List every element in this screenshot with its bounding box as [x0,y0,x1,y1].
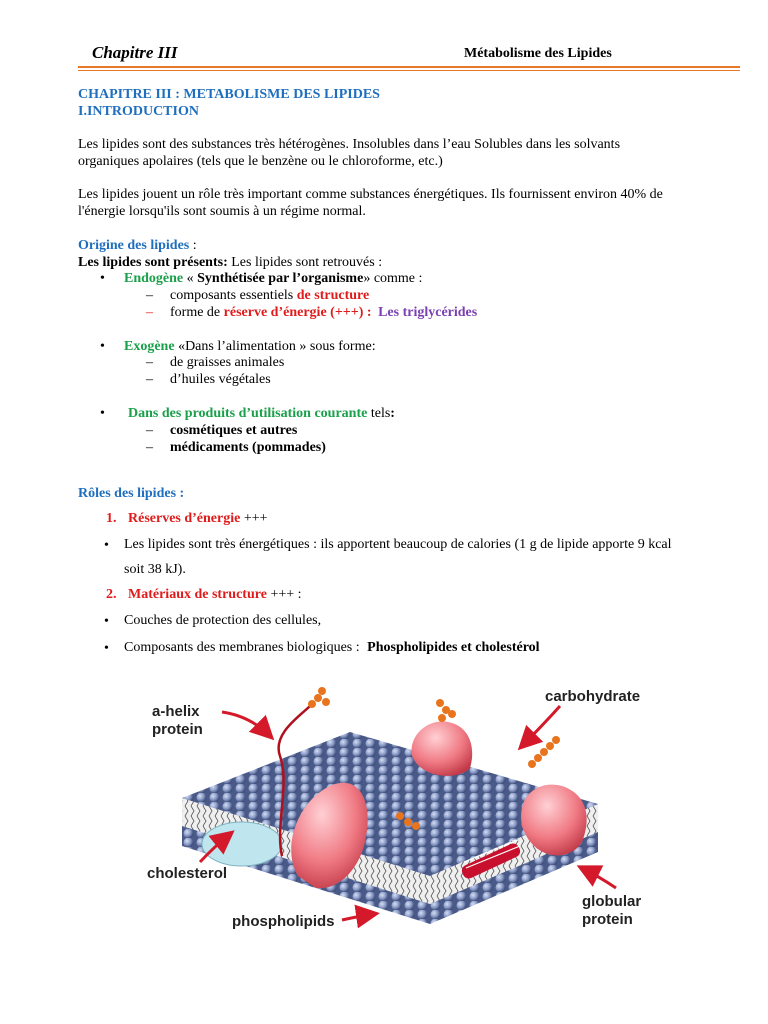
arrow-globular-protein [582,868,616,888]
endogene-item-2-red: réserve d’énergie (+++) : [223,305,376,320]
exogene-rest-2: » sous forme: [295,339,376,354]
label-protein-2: protein [582,911,633,928]
cholesterol-region [202,822,282,866]
origine-heading-text: Origine des lipides [78,238,190,253]
role-2-bullet-1: Couches de protection des cellules, [124,613,322,628]
role-1-bullet-line-2: soit 38 kJ). [124,562,186,577]
endogene-rest: » comme : [363,271,423,286]
label-globular: globular [582,893,642,910]
label-a-helix: a-helix [152,703,200,720]
dash-produits-1: – [146,423,153,438]
intro-paragraph-1-line-1: Les lipides sont des substances très hétérogènes. Insolubles dans l’eau Solubles dans les solvants [78,137,621,152]
role-2-label: Matériaux de structure [128,587,267,602]
dash-endogene-2: – [146,305,153,320]
produits-line [128,405,395,422]
cell-membrane-illustration [130,676,690,956]
bullet-exogene: • [100,339,105,354]
endogene-quote: « [183,271,198,286]
endogene-item-1-red: de structure [296,288,370,303]
bullet-role-2a: • [104,614,109,629]
exogene-rest-1: «Dans l’alimentation [174,339,296,354]
role-1-number: 1. [106,511,117,526]
role-2-bullet-2 [124,639,540,656]
endogene-label: Endogène [124,271,184,286]
role-2-rest: +++ : [266,587,302,602]
bullet-endogene: • [100,271,105,286]
dash-exogene-1: – [146,355,153,370]
produits-item-1: cosmétiques et autres [170,423,298,438]
chapter-title: CHAPITRE III : METABOLISME DES LIPIDES [78,87,380,102]
endogene-item-2-text: forme de [170,305,224,320]
label-protein-1: protein [152,721,203,738]
endogene-item-1 [170,287,369,304]
bullet-role-2b: • [104,641,109,656]
bullet-role-1: • [104,538,109,553]
exogene-item-2: d’huiles végétales [170,372,271,387]
intro-paragraph-2-line-2: l'énergie lorsqu'ils sont soumis à un régime normal. [78,204,366,219]
exogene-label: Exogène [124,339,175,354]
role-1-title [128,510,268,527]
role-2-bullet-2-text: Composants des membranes biologiques : [124,640,364,655]
role-2-title [128,586,302,603]
dash-exogene-2: – [146,372,153,387]
intro-paragraph-1-line-2: organiques apolaires (tels que le benzène ou le chloroforme, etc.) [78,154,443,169]
role-1-bullet-line-1: Les lipides sont très énergétiques : ils apportent beaucoup de calories (1 g de lipide apporte 9 kcal [124,537,672,552]
label-carbohydrate: carbohydrate [545,688,641,705]
role-1-rest: +++ [240,511,268,526]
bullet-produits: • [100,406,105,421]
intro-paragraph-2-line-1: Les lipides jouent un rôle très important comme substances énergétiques. Ils fournissent environ 40% de [78,187,663,202]
origine-heading-colon: : [189,238,197,253]
header-rule-thin [78,70,740,71]
endogene-line [124,270,422,287]
endogene-item-1-text: composants essentiels [170,288,297,303]
label-phospholipids: phospholipids [232,913,335,930]
presents-rest: Les lipides sont retrouvés : [227,255,383,270]
header-chapter: Chapitre III [92,43,178,62]
arrow-phospholipids [342,914,374,920]
presents-line [78,254,382,271]
arrow-a-helix [222,712,270,736]
presents-bold: Les lipides sont présents: [78,255,228,270]
dash-endogene-1: – [146,288,153,303]
produits-item-2: médicaments (pommades) [170,440,326,455]
role-2-bullet-2-bold: Phospholipides et cholestérol [367,640,540,655]
label-cholesterol: cholesterol [147,865,228,882]
produits-label: Dans des produits d’utilisation courante [128,406,368,421]
endogene-item-2-purple: Les triglycérides [378,305,478,320]
role-1-label: Réserves d’énergie [128,511,241,526]
endogene-bold: Synthétisée par l’organisme [197,271,364,286]
section-title: I.INTRODUCTION [78,104,199,119]
produits-rest: tels [367,406,391,421]
origine-heading [78,237,197,254]
exogene-line [124,338,376,355]
header-rule [78,66,740,68]
endogene-item-2 [170,304,477,321]
produits-colon: : [390,406,395,421]
dash-produits-2: – [146,440,153,455]
role-2-number: 2. [106,587,117,602]
header-title: Métabolisme des Lipides [464,46,612,61]
roles-heading: Rôles des lipides : [78,486,185,501]
exogene-item-1: de graisses animales [170,355,285,370]
